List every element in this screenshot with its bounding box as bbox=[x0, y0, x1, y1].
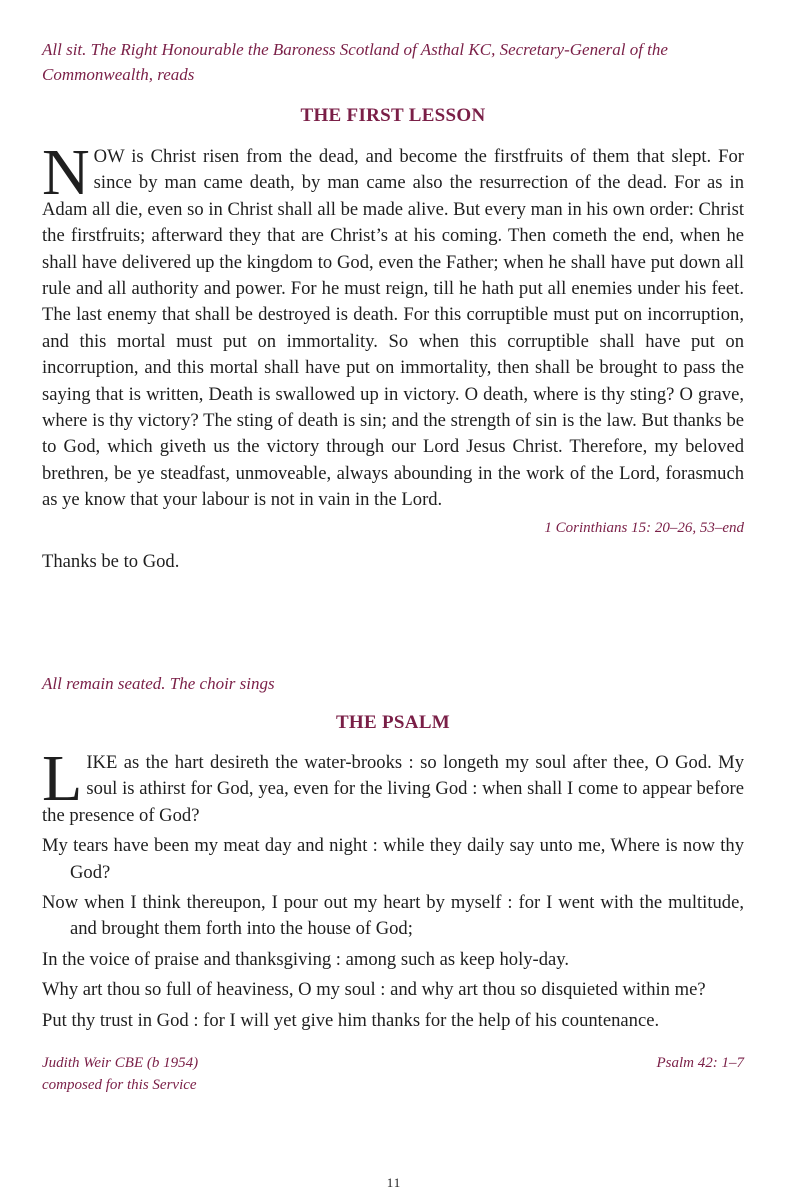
lesson-section bbox=[42, 37, 744, 575]
psalm-verse: In the voice of praise and thanksgiving : among such as keep holy-day. bbox=[42, 948, 570, 970]
lesson-rubric: All sit. The Right Honourable the Baroness Scotland of Asthal KC, Secretary-General of the Commonwealth, reads bbox=[42, 40, 668, 84]
lesson-body: OW is Christ risen from the dead, and become the firstfruits of them that slept. For since by man came death, by man came also the resurrection of the dead. For as in Adam all die, even so in Christ shall all be made alive. But every man in his own order: Christ the firstfruits; afterward they that are Christ’s at his coming. Then cometh the end, when he shall have delivered up the kingdom to God, even the Father; when he shall have put down all rule and all authority and power. For he must reign, till he hath put all enemies under his feet. The last enemy that shall be destroyed is death. For this corruptible must put on incorruption, and this mortal must put on immortality. So when this corruptible shall have put on incorruption, and this mortal shall have put on immortality, then shall be brought to pass the saying that is written, Death is swallowed up in victory. O death, where is thy sting? O grave, where is thy victory? The sting of death is sin; and the strength of sin is the law. But thanks be to God, which giveth us the victory through our Lord Jesus Christ. Therefore, my beloved brethren, be ye steadfast, unmoveable, always abounding in the work of the Lord, forasmuch as ye know that your labour is not in vain in the Lord. bbox=[42, 146, 744, 511]
composer-block bbox=[42, 1052, 198, 1096]
lesson-dropcap: N bbox=[42, 136, 90, 209]
psalm-first-verse bbox=[42, 742, 744, 829]
psalm-verse: Why art thou so full of heaviness, O my soul : and why art thou so disquieted within me? bbox=[42, 979, 706, 1001]
lesson-text bbox=[42, 136, 744, 514]
psalm-first-verse-text: IKE as the hart desireth the water-brooks : so longeth my soul after thee, O God. My soul is athirst for God, yea, even for the living God : when shall I come to appear before the presence of God? bbox=[42, 752, 744, 826]
psalm-reference: Psalm 42: 1–7 bbox=[656, 1055, 744, 1072]
psalm-credits bbox=[42, 1052, 744, 1096]
lesson-response: Thanks be to God. bbox=[42, 550, 180, 572]
lesson-reference: 1 Corinthians 15: 20–26, 53–end bbox=[544, 519, 744, 536]
composer-note: composed for this Service bbox=[42, 1077, 197, 1094]
psalm-heading: THE PSALM bbox=[335, 712, 451, 733]
psalm-verse: Put thy trust in God : for I will yet give him thanks for the help of his countenance. bbox=[42, 1009, 660, 1031]
psalm-verse: Now when I think thereupon, I pour out my heart by myself : for I went with the multitude, and brought them forth into the house of God; bbox=[42, 892, 744, 940]
psalm-section bbox=[42, 671, 744, 1096]
composer-name: Judith Weir CBE (b 1954) bbox=[42, 1055, 199, 1072]
psalm-dropcap: L bbox=[42, 742, 83, 815]
page-number: 11 bbox=[386, 1175, 402, 1190]
psalm-rubric: All remain seated. The choir sings bbox=[42, 674, 275, 693]
lesson-heading: THE FIRST LESSON bbox=[300, 105, 486, 126]
psalm-verse: My tears have been my meat day and night : while they daily say unto me, Where is now thy God? bbox=[42, 835, 744, 883]
